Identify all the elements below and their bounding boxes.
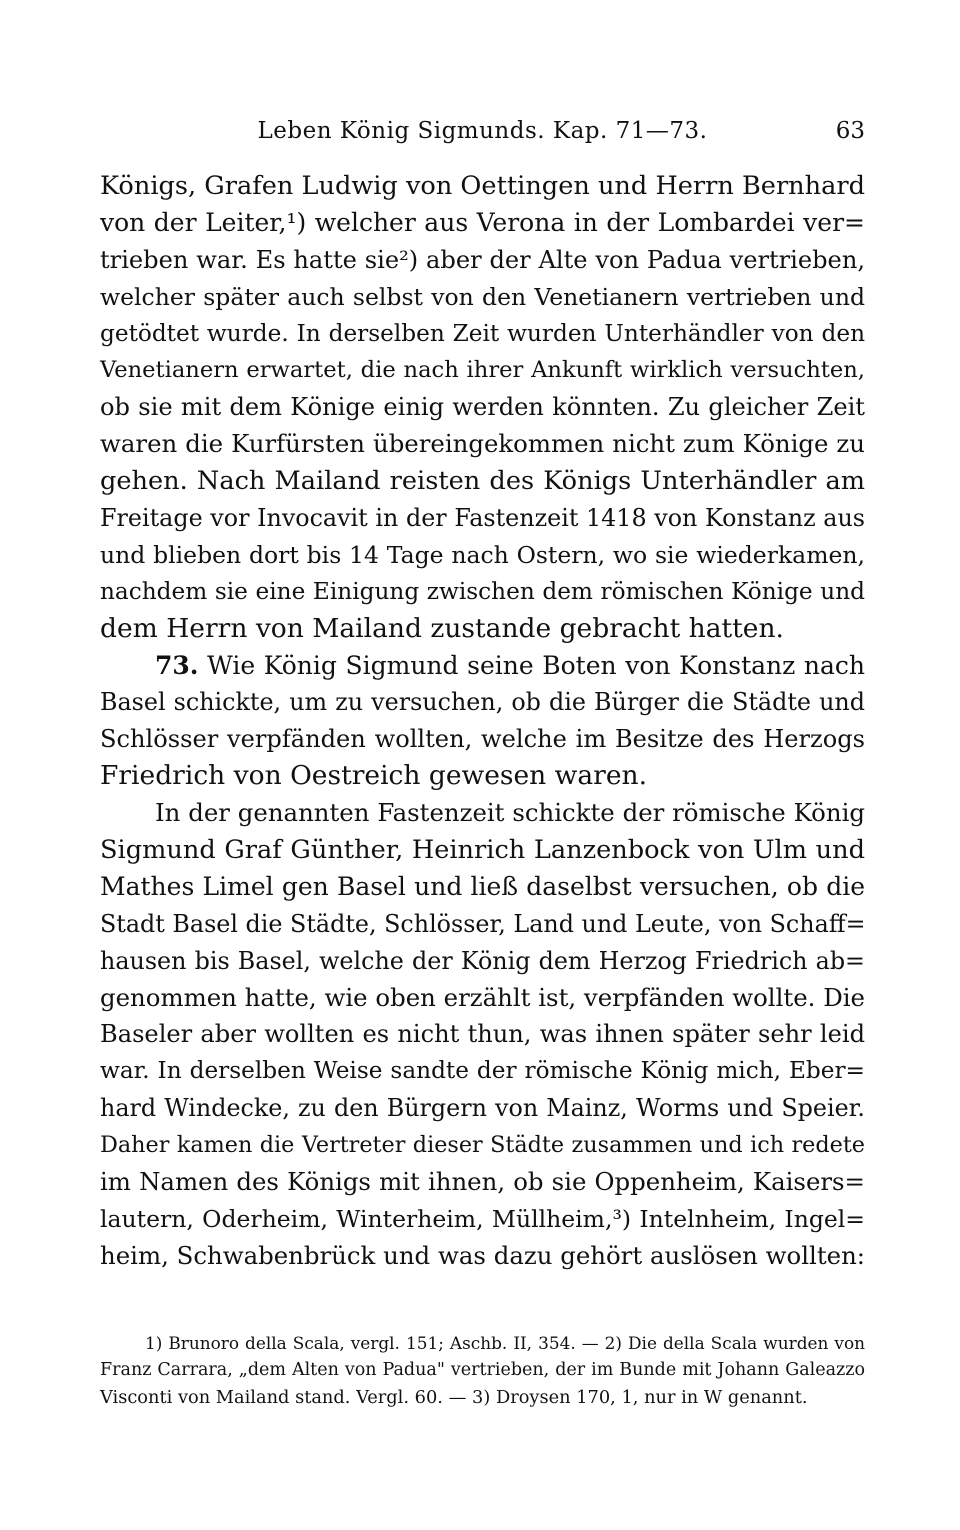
book-page [100, 0, 865, 1530]
paragraph-line: heim, Schwabenbrück und was dazu gehört auslösen wollten: [100, 1240, 865, 1270]
paragraph-line: Sigmund Graf Günther, Heinrich Lanzenbock von Ulm und [100, 835, 865, 866]
section-number: 73. [155, 650, 199, 680]
paragraph-line: hard Windecke, zu den Bürgern von Mainz, Worms und Speier. [100, 1094, 865, 1123]
text-line: gehen. Nach Mailand reisten des Königs Unterhändler am [100, 466, 865, 497]
section-heading-line: Basel schickte, um zu versuchen, ob die Bürger die Städte und [100, 688, 865, 717]
text-line: Venetianern erwartet, die nach ihrer Ankunft wirklich versuchten, [100, 357, 865, 384]
text-line: ob sie mit dem Könige einig werden könnten. Zu gleicher Zeit [100, 393, 865, 422]
text-line: von der Leiter,¹) welcher aus Verona in der Lombardei ver= [100, 207, 865, 237]
text-line: trieben war. Es hatte sie²) aber der Alte von Padua vertrieben, [100, 245, 865, 274]
paragraph-line: im Namen des Königs mit ihnen, ob sie Oppenheim, Kaisers= [100, 1167, 865, 1197]
text-line: waren die Kurfürsten übereingekommen nicht zum Könige zu [100, 429, 865, 459]
paragraph-line: Mathes Limel gen Basel und ließ daselbst versuchen, ob die [100, 871, 865, 901]
footnotes [100, 1330, 865, 1411]
paragraph-line: war. In derselben Weise sandte der römische König mich, Eber= [100, 1057, 865, 1085]
footnote-line: Franz Carrara, „dem Alten von Padua" vertrieben, der im Bunde mit Johann Galeazzo [100, 1360, 865, 1380]
text-line: welcher später auch selbst von den Venetianern vertrieben und [100, 282, 865, 311]
paragraph-line: In der genannten Fastenzeit schickte der römische König [155, 798, 865, 828]
paragraph-line: lautern, Oderheim, Winterheim, Müllheim,³) Intelnheim, Ingel= [100, 1204, 865, 1233]
paragraph-line: genommen hatte, wie oben erzählt ist, verpfänden wollte. Die [100, 982, 865, 1012]
section-heading-text: Wie König Sigmund seine Boten von Konstanz nach [207, 650, 865, 680]
running-title: Leben König Sigmunds. Kap. 71—73. [257, 118, 708, 144]
text-line: getödtet wurde. In derselben Zeit wurden Unterhändler von den [100, 319, 865, 347]
text-line: und blieben dort bis 14 Tage nach Ostern, wo sie wiederkamen, [100, 540, 865, 569]
paragraph-line: Stadt Basel die Städte, Schlösser, Land und Leute, von Schaff= [100, 909, 866, 938]
page-number: 63 [835, 118, 865, 144]
footnote-line: 1) Brunoro della Scala, vergl. 151; Aschb. II, 354. — 2) Die della Scala wurden von [145, 1333, 865, 1353]
running-head [100, 116, 865, 146]
section-heading-line [100, 648, 865, 685]
paragraph-line: Daher kamen die Vertreter dieser Städte zusammen und ich redete [100, 1132, 865, 1159]
body-text [100, 168, 865, 1275]
section-heading-line: Schlösser verpfänden wollten, welche im Besitze des Herzogs [100, 725, 865, 754]
text-line: nachdem sie eine Einigung zwischen dem römischen Könige und [100, 577, 865, 605]
text-line: dem Herrn von Mailand zustande gebracht hatten. [100, 612, 784, 644]
text-line: Freitage vor Invocavit in der Fastenzeit 1418 von Konstanz aus [100, 504, 865, 533]
paragraph-line: Baseler aber wollten es nicht thun, was ihnen später sehr leid [100, 1020, 865, 1049]
paragraph-line: hausen bis Basel, welche der König dem Herzog Friedrich ab= [100, 946, 865, 975]
section-heading-line: Friedrich von Oestreich gewesen waren. [100, 760, 647, 792]
text-line: Königs, Grafen Ludwig von Oettingen und Herrn Bernhard [100, 171, 866, 201]
footnote-line: Visconti von Mailand stand. Vergl. 60. — 3) Droysen 170, 1, nur in W genannt. [100, 1387, 808, 1408]
